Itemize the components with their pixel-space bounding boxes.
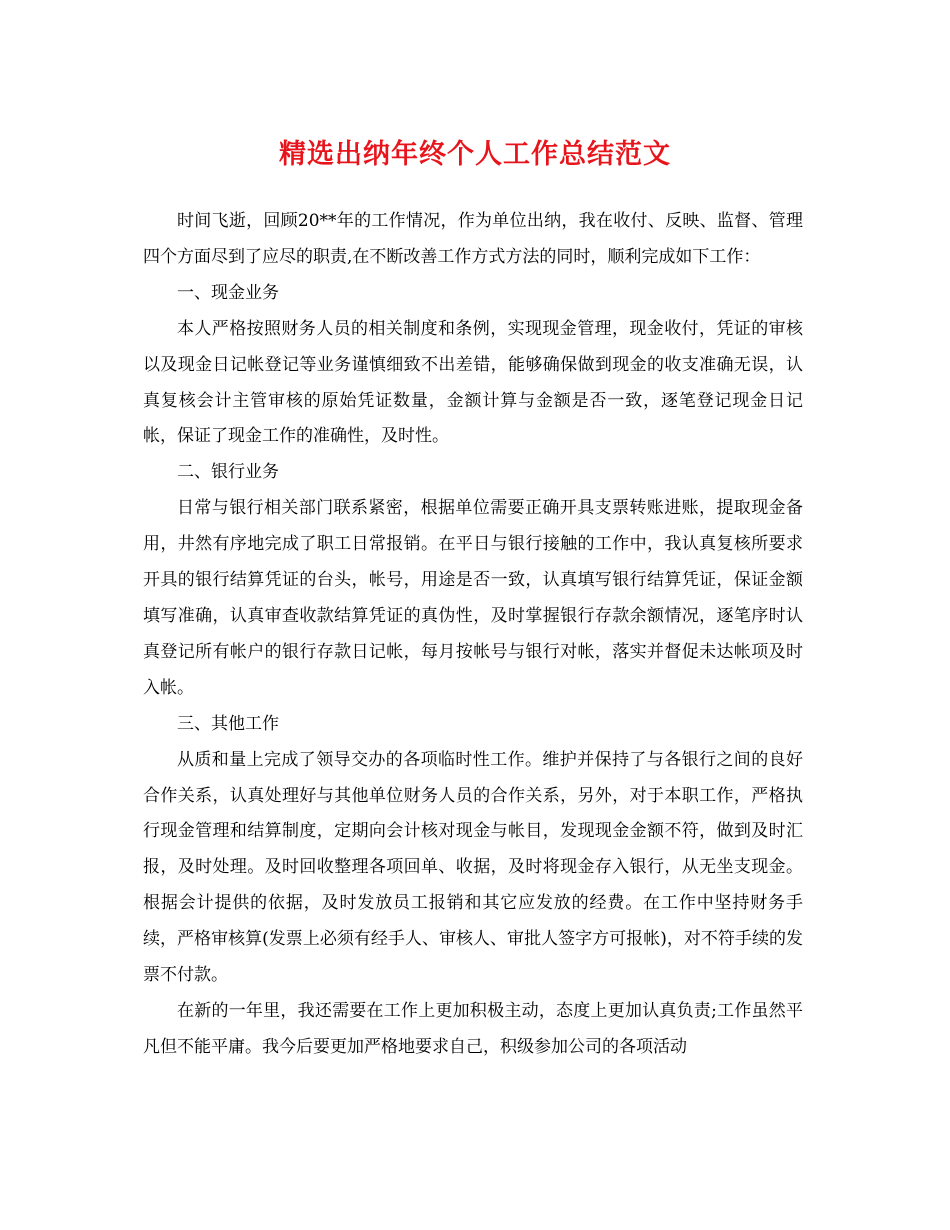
other-paragraph: 从质和量上完成了领导交办的各项临时性工作。维护并保持了与各银行之间的良好合作关系，认真处理好与其他单位财务人员的合作关系，另外，对于本职工作，严格执行现金管理和结算制度，定期向会计核对现金与帐目，发现现金金额不符，做到及时汇报，及时处理。及时回收整理各项回单、收据，及时将现金存入银行，从无坐支现金。根据会计提供的依据，及时发放员工报销和其它应发放的经费。在工作中坚持财务手续，严格审核算(发票上必须有经手人、审核人、审批人签字方可报帐)，对不符手续的发票不付款。	[143, 749, 803, 986]
document-body	[143, 204, 803, 1066]
cash-paragraph: 本人严格按照财务人员的相关制度和条例，实现现金管理，现金收付，凭证的审核以及现金日记帐登记等业务谨慎细致不出差错，能够确保做到现金的收支准确无误，认真复核会计主管审核的原始凭证数量，金额计算与金额是否一致，逐笔登记现金日记帐，保证了现金工作的准确性，及时性。	[143, 318, 803, 447]
intro-paragraph: 时间飞逝，回顾20**年的工作情况，作为单位出纳，我在收付、反映、监督、管理四个方面尽到了应尽的职责,在不断改善工作方式方法的同时，顺利完成如下工作：	[143, 211, 803, 267]
bank-paragraph: 日常与银行相关部门联系紧密，根据单位需要正确开具支票转账进账，提取现金备用，井然有序地完成了职工日常报销。在平日与银行接触的工作中，我认真复核所要求开具的银行结算凭证的台头，帐号，用途是否一致，认真填写银行结算凭证，保证金额填写准确，认真审查收款结算凭证的真伪性，及时掌握银行存款余额情况，逐笔序时认真登记所有帐户的银行存款日记帐，每月按帐号与银行对帐，落实并督促未达帐项及时入帐。	[143, 498, 803, 698]
closing-paragraph: 在新的一年里，我还需要在工作上更加积极主动，态度上更加认真负责;工作虽然平凡但不能平庸。我今后要更加严格地要求自己，积级参加公司的各项活动	[143, 1000, 803, 1057]
section-heading-bank: 二、银行业务	[177, 462, 279, 483]
document-title: 精选出纳年终个人工作总结范文	[279, 139, 671, 170]
section-heading-cash: 一、现金业务	[177, 282, 279, 303]
section-heading-other: 三、其他工作	[177, 713, 279, 734]
